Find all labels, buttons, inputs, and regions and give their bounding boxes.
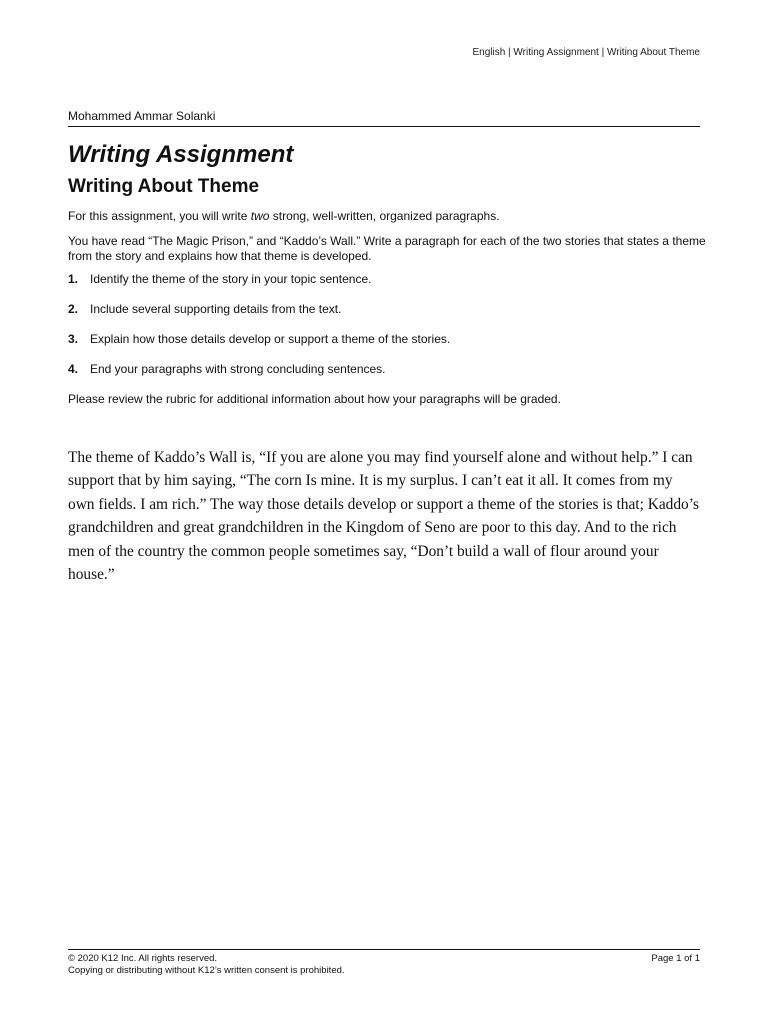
response-paragraph[interactable]: The theme of Kaddo’s Wall is, “If you are alone you may find yourself alone and without help.” I can support that by him saying, “The corn Is mine. It is my surplus. I can’t eat it all. It comes from my own fields. I am rich.” The way those details develop or support a theme of the stories is that; Kaddo’s grandchildren and great grandchildren in the Kingdom of Seno are poor to this day. And to the rich men of the country the common people sometimes say, “Don’t build a wall of flour around your house.” [68,449,700,584]
rubric-note: Please review the rubric for additional information about how your paragraphs will be graded. [68,392,561,406]
intro-text-before: For this assignment, you will write [68,209,251,223]
copying-notice: Copying or distributing without K12’s written consent is prohibited. [68,965,345,976]
instructions [68,209,706,417]
step-number: 4. [68,362,79,376]
header-breadcrumb: English | Writing Assignment | Writing About Theme [472,47,700,58]
list-item [68,362,706,377]
list-item [68,272,706,287]
list-item [68,332,706,347]
intro-paragraph-1 [68,209,706,224]
step-number: 3. [68,332,79,346]
footer-row [68,953,700,965]
page-number: Page 1 of 1 [651,953,700,964]
intro-emphasis: two [250,209,270,223]
step-text: End your paragraphs with strong concluding sentences. [90,362,386,376]
step-text: Identify the theme of the story in your topic sentence. [90,272,372,286]
intro-paragraph-2: You have read “The Magic Prison,” and “Kaddo’s Wall.” Write a paragraph for each of the two stories that states a theme from the story and explains how that theme is developed. [68,234,706,263]
copyright-text: © 2020 K12 Inc. All rights reserved. [68,953,218,964]
step-text: Explain how those details develop or support a theme of the stories. [90,332,451,346]
step-number: 1. [68,272,79,286]
page-subtitle: Writing About Theme [68,176,260,197]
steps-list [68,272,706,377]
student-name: Mohammed Ammar Solanki [68,109,700,127]
step-number: 2. [68,302,79,316]
page-footer [68,949,700,977]
page-title: Writing Assignment [68,141,294,168]
intro-text-after: strong, well-written, organized paragraphs. [269,209,500,223]
list-item [68,302,706,317]
step-text: Include several supporting details from the text. [90,302,342,316]
